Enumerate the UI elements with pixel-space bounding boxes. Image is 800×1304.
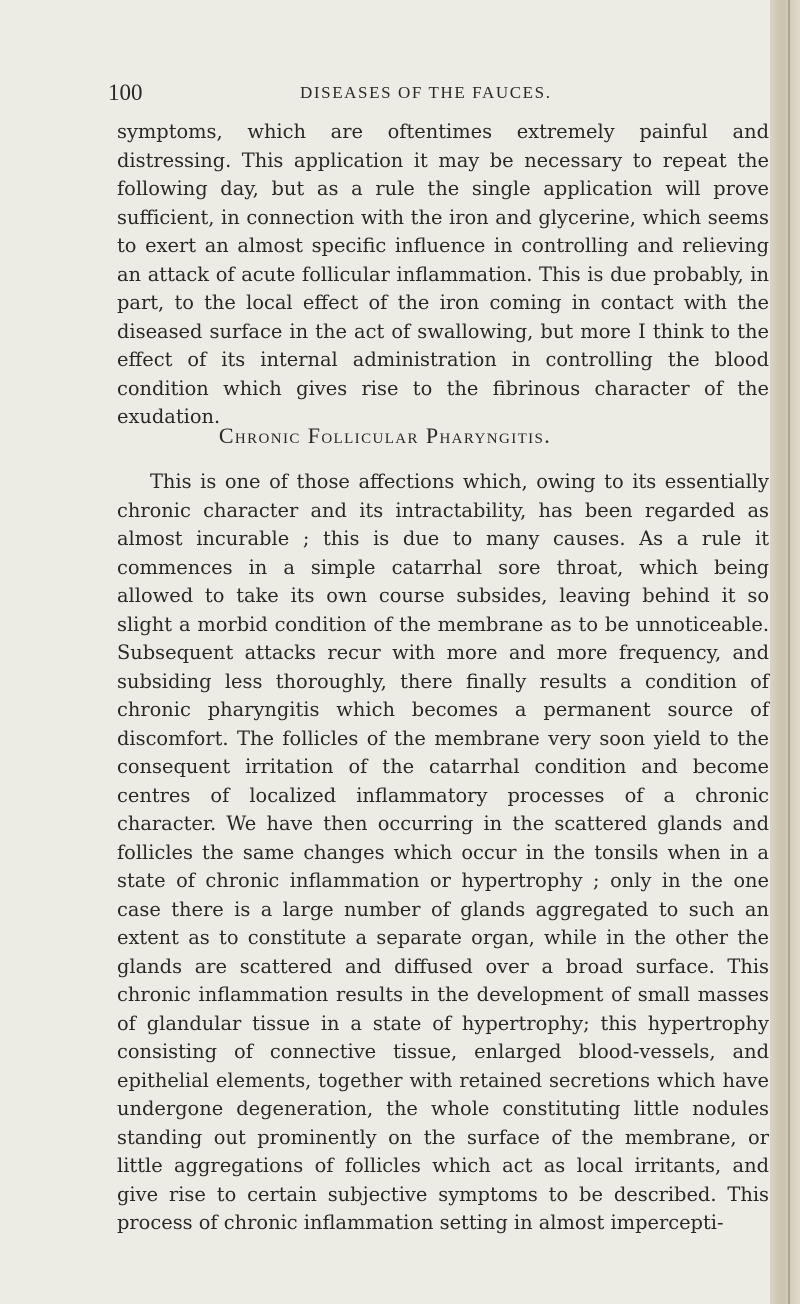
section-heading: Chronic Follicular Pharyngitis. xyxy=(218,423,552,448)
paragraph-continued xyxy=(117,118,769,432)
binding-line xyxy=(788,0,790,1304)
page-header xyxy=(108,80,768,110)
paragraph-section xyxy=(117,468,769,1238)
page-number: 100 xyxy=(108,80,143,105)
page-edge xyxy=(770,0,800,1304)
paragraph-1-text: symptoms, which are oftentimes extremely painful and distressing. This application it may be necessary to repeat the following day, but as a rule the single application will prove sufficient, in connection with the iron and glycerine, which seems to exert an almost specific influence in controlling and relieving an attack of acute follicular inflammation. This is due probably, in part, to the local effect of the iron coming in contact with the diseased surface in the act of swallowing, but more I think to the effect of its internal administration in controlling the blood condition which gives rise to the fibrinous character of the exudation. xyxy=(117,120,769,428)
running-head: DISEASES OF THE FAUCES. xyxy=(300,83,552,102)
paragraph-2-text: This is one of those affections which, owing to its essentially chronic character and its intractability, has been regarded as almost incurable ; this is due to many causes. As a rule it commences in a simple catarrhal sore throat, which being allowed to take its own course subsides, leaving behind it so slight a morbid condition of the membrane as to be unnoticeable. Subsequent attacks recur with more and more frequency, and subsiding less thoroughly, there finally results a condition of chronic pharyngitis which becomes a permanent source of discomfort. The follicles of the membrane very soon yield to the consequent irritation of the catarrhal condition and become centres of localized inflammatory processes of a chronic character. We have then occurring in the scattered glands and follicles the same changes which occur in the tonsils when in a state of chronic inflammation or hypertrophy ; only in the one case there is a large number of glands aggregated to such an extent as to constitute a separate organ, while in the other the glands are scattered and diffused over a broad surface. This chronic inflammation results in the development of small masses of glandular tissue in a state of hypertrophy; this hypertrophy consisting of connective tissue, enlarged blood-vessels, and epithelial elements, together with retained secretions which have undergone degeneration, the whole constituting little nodules standing out prominently on the surface of the membrane, or little aggregations of follicles which act as local irritants, and give rise to certain subjective symptoms to be described. This process of chronic inflammation setting in almost impercepti- xyxy=(117,470,769,1234)
